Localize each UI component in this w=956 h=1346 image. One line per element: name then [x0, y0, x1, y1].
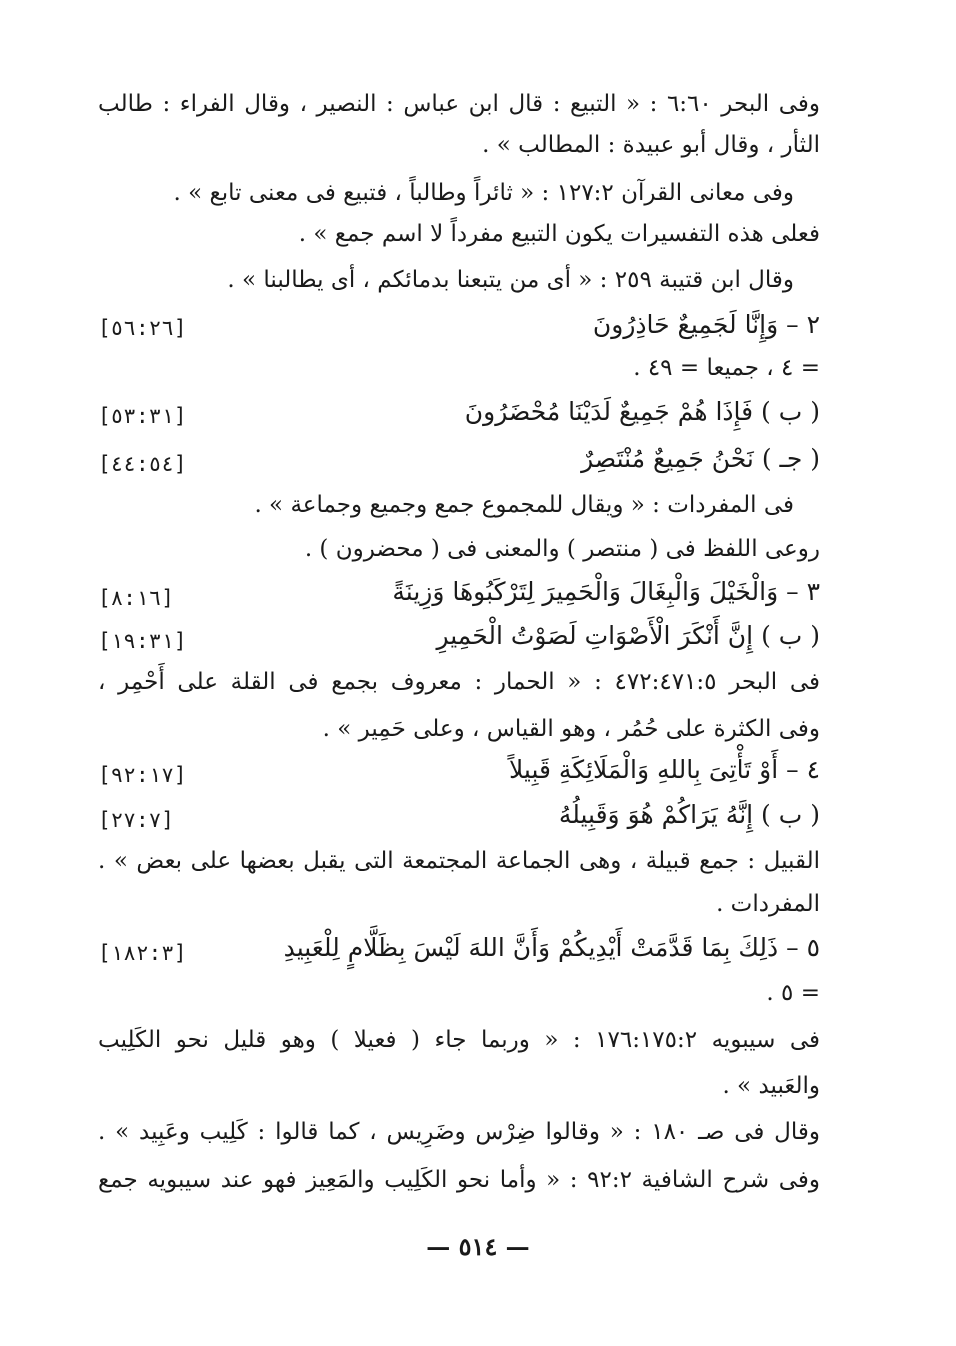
- verse-reference: [١٩:٣١]: [98, 629, 187, 653]
- verse-line: ٢ – وَإِنَّا لَجَمِيعٌ حَاذِرُونَ: [592, 310, 820, 339]
- verse-line: ٤ – أَوْ تَأْتِىَ بِاللهِ وَالْمَلَائِكَةِ قَبِيلاً: [508, 755, 820, 784]
- text-line: فى المفردات : « ويقال للمجموع جمع وجميع وجماعة » .: [254, 492, 794, 518]
- text-line: وقال فى صـ ١٨٠ : « وقالوا ضِرْس وضَرِيس ، كما قالوا : كَلِيب وعَبِيد » .: [98, 1119, 820, 1145]
- text-line: فى سيبويه ١٧٦:١٧٥:٢ : « وربما جاء ( فعيلا ) وهو قليل نحو الكَلِيب: [98, 1027, 821, 1053]
- verse-line: ٥ – ذَلِكَ بِمَا قَدَّمَتْ أَيْدِيكُمْ وَأَنَّ اللهَ لَيْسَ بِظَلَّامٍ لِلْعَبِيدِ: [283, 933, 820, 962]
- text-line: وفى شرح الشافية ٩٢:٢ : « وأما نحو الكَلِيب والمَعِيز فهو عند سيبويه جمع: [98, 1167, 820, 1193]
- page-number: — ٥١٤ —: [426, 1232, 530, 1261]
- text-line: المفردات .: [716, 891, 820, 917]
- text-line: الثأر ، وقال أبو عبيدة : المطالب » .: [482, 132, 820, 158]
- verse-reference: [٤٤:٥٤]: [98, 452, 187, 476]
- verse-reference: [٩٢:١٧]: [98, 763, 187, 787]
- verse-line: ٣ – وَالْخَيْلَ وَالْبِغَالَ وَالْحَمِيرَ لِتَرْكَبُوهَا وَزِينَةً: [392, 577, 820, 606]
- text-line: وفى معانى القرآن ١٢٧:٢ : « ثائراً وطالباً ، فتبيع فى معنى تابع » .: [173, 180, 794, 206]
- verse-reference: [٥٣:٣١]: [98, 404, 187, 428]
- text-line: فى البحر ٤٧٢:٤٧١:٥ : « الحمار : معروف بجمع فى القلة على أَحْمِر ،: [98, 669, 820, 695]
- text-line: وقال ابن قتيبة ٢٥٩ : « أى من يتبعنا بدمائكم ، أى يطالبنا » .: [227, 267, 794, 293]
- text-line: = ٥ .: [766, 980, 820, 1006]
- text-line: = ٤ ، جميعا = ٤٩ .: [633, 355, 820, 381]
- verse-line: ( ب ) فَإِذَا هُمْ جَمِيعٌ لَدَيْنَا مُحْضَرُونَ: [464, 397, 820, 426]
- verse-reference: [٢٧:٧]: [98, 808, 174, 832]
- verse-reference: [٥٦:٢٦]: [98, 316, 187, 340]
- verse-reference: [١٨٢:٣]: [98, 941, 187, 965]
- text-line: وفى البحر ٦:٦٠ : « التبيع : قال ابن عباس : النصير ، وقال الفراء : طالب: [98, 91, 820, 117]
- text-line: فعلى هذه التفسيرات يكون التبيع مفرداً لا اسم جمع » .: [298, 221, 820, 247]
- text-line: القبيل : جمع قبيلة ، وهى الجماعة المجتمعة التى يقبل بعضها على بعض » .: [98, 848, 820, 874]
- text-line: وفى الكثرة على حُمُر ، وهو القياس ، وعلى حَمِير » .: [322, 716, 820, 742]
- verse-line: ( ب ) إِنَّهُ يَرَاكُمْ هُوَ وَقَبِيلُهُ: [558, 800, 820, 829]
- text-line: روعى اللفظ فى ( منتصر ) والمعنى فى ( محضرون ) .: [304, 536, 820, 562]
- text-line: والعَبيد » .: [722, 1073, 820, 1099]
- verse-line: ( ب ) إِنَّ أَنْكَرَ الْأَصْوَاتِ لَصَوْتُ الْحَمِيرِ: [436, 621, 820, 650]
- verse-reference: [٨:١٦]: [98, 586, 174, 610]
- verse-line: ( جـ ) نَحْنُ جَمِيعٌ مُنْتَصِرٌ: [581, 444, 820, 473]
